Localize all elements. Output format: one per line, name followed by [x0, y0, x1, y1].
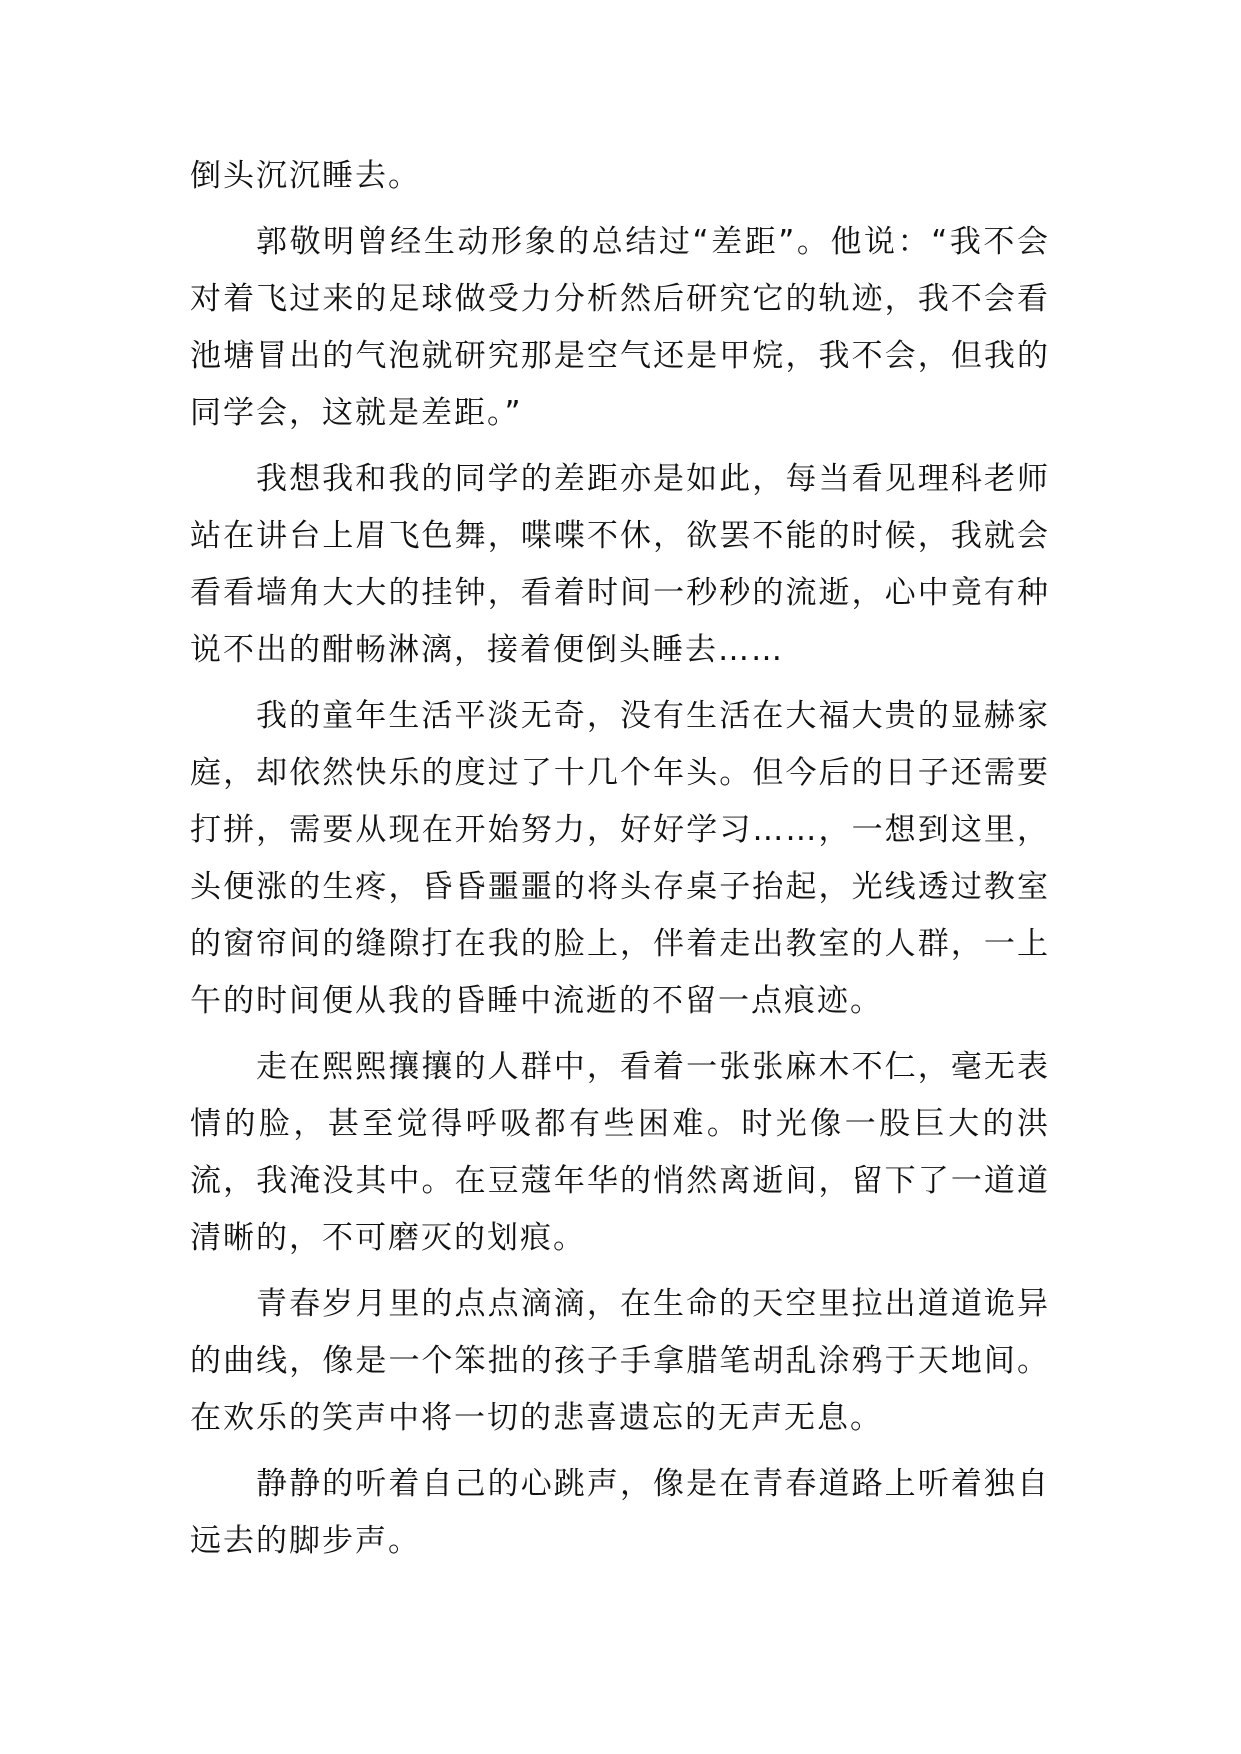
paragraph: 郭敬明曾经生动形象的总结过“差距”。他说：“我不会对着飞过来的足球做受力分析然后研究它的轨迹，我不会看池塘冒出的气泡就研究那是空气还是甲烷，我不会，但我的同学会，这就是差距。”: [190, 224, 1050, 431]
paragraph: 走在熙熙攘攘的人群中，看着一张张麻木不仁，毫无表情的脸，甚至觉得呼吸都有些困难。时光像一股巨大的洪流，我淹没其中。在豆蔻年华的悄然离逝间，留下了一道道清晰的，不可磨灭的划痕。: [190, 1049, 1050, 1256]
paragraph-continuation: 倒头沉沉睡去。: [190, 158, 421, 194]
paragraph: 静静的听着自己的心跳声，像是在青春道路上听着独自远去的脚步声。: [190, 1466, 1050, 1559]
paragraph: 我想我和我的同学的差距亦是如此，每当看见理科老师站在讲台上眉飞色舞，喋喋不休，欲罢不能的时候，我就会看看墙角大大的挂钟，看着时间一秒秒的流逝，心中竟有种说不出的酣畅淋漓，接着便倒头睡去……: [190, 461, 1050, 668]
paragraph: 我的童年生活平淡无奇，没有生活在大福大贵的显赫家庭，却依然快乐的度过了十几个年头。但今后的日子还需要打拼，需要从现在开始努力，好好学习……，一想到这里，头便涨的生疼，昏昏噩噩的将头存桌子抬起，光线透过教室的窗帘间的缝隙打在我的脸上，伴着走出教室的人群，一上午的时间便从我的昏睡中流逝的不留一点痕迹。: [190, 698, 1050, 1019]
body-text: [190, 148, 1050, 1579]
paragraph: 青春岁月里的点点滴滴，在生命的天空里拉出道道诡异的曲线，像是一个笨拙的孩子手拿腊笔胡乱涂鸦于天地间。在欢乐的笑声中将一切的悲喜遗忘的无声无息。: [190, 1286, 1050, 1436]
